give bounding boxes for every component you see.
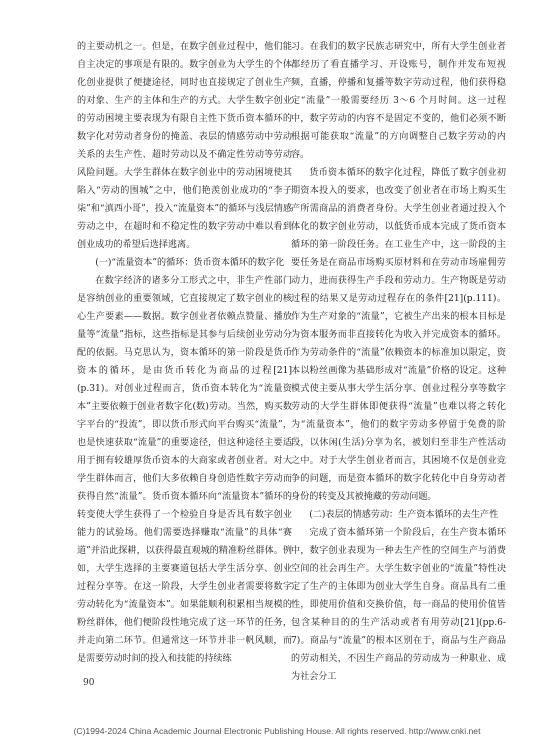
section-heading: (二)表层的情感劳动：生产资本循环的去生产性 (309, 510, 499, 520)
body-paragraph: 的主要动机之一。但是，在数字创业过程中，他们能自主决定的事项是有限的。数字创业为大学生的个体化创业提供了便捷途径，同时也直接规定了创业生产的对象、生产的主体和生产的方式。大学生数字创业的劳动困境主要表现为有限自主性下货币资本循环的数字化对劳动者身份的掩盖、表层的情感劳动中劳动关系的去生产性、超时劳动以及不确定性劳动等劳动风险问题。大学生群体在数字创业中的劳动困境使其陷入“劳动的围城”之中，他们艳羡创业成功的“李子柒”和“滇西小哥”，投入“流量资本”的循环与浅层情感劳动之中，在超时和不稳定性的数字劳动中难以看到创业成功的希望后选择逃离。 (77, 42, 292, 250)
copyright-footer: (C)1994-2024 China Academic Journal Electronic Publishing House. All rights reserved. http://www.cnki.net (73, 726, 481, 736)
body-paragraph: 完成了资本循环第一个阶段后，在生产资本循环中，数字创业表现为一种去生产性的空间生产与消费空间的社会再生产。大学生数字创业的“流量”特性决定了生产的主体即为创业大学生自身。商品具有二重性，即使用价值和交换价值，每一商品的使用价值皆包含某种目的的生产活动或者有用劳动[21](pp.6-7)。商品与“流量”的根本区别在于，商品与生产商品的劳动相关，不因生产商品的劳动成为一种职业、成为社会分工 (291, 528, 506, 682)
body-paragraph: 货币资本循环的数字化过程，降低了数字创业初期资本投入的要求，也改变了创业者在市场上购买生产所需商品的消费者身份。大学生创业者通过投入个体化的数字创业劳动，以低货币成本完成了货币资本循环的第一阶段任务。在工业生产中，这一阶段的主要任务是在商品市场购买原材料和在劳动市场雇佣劳动力，进而获得生产手段和劳动力。生产物既是劳动过程的结果又是劳动过程存在的条件[21](p.111)。作为生产对象的“流量”，它被生产出来的根本目标是为资本服务而非直接转化为收入并完成资本的循环。作为劳动条件的“流量”依赖资本的标准加以限定，资本以粉丝画像为基础形成对“流量”价格的设定。这种模式使主要从事大学生活分享、创业过程分享等数字劳动的大学生群体即便获得“流量”也难以将之转化为“流量资本”，他们的数字劳动多停留于免费的阶段，以休闲(生活)分享为名，被划归至非生产性活动之中。对于大学生创业者而言，其困境不仅是创业竞争的问题，而是资本循环的数字化转化中自身劳动者身份的转变及其被掩藏的劳动问题。 (291, 168, 506, 502)
section-heading: (一)“流量资本”的循环：货币资本循环的数字化 (95, 258, 285, 268)
right-column (291, 38, 506, 686)
page-number: 90 (83, 678, 95, 688)
left-column (77, 38, 292, 668)
body-paragraph: 习。在我们的数字民族志研究中，所有大学生创业者都经历了看直播学习、开设账号，制作并发布短视频，直播，停播和复播等数字劳动过程，他们获得稳定“流量”一般需要经历 3～6 个月时间。这一过程中，数字劳动的内容不是固定不变的，他们必须不断根据可能获取“流量”的方向调整自己数字劳动的内容。 (291, 42, 506, 160)
body-paragraph: 在数字经济的诸多分工形式之中，非生产性部门是容纳创业的重要领域，它直接规定了数字创业的核心生产要素——数据。数字创业者依赖点赞量、播放量等“流量”指标，这些指标是其参与后续创业劳动分配的依据。马克思认为，资本循环的第一阶段是货币资本的循环，是由货币转化为商品的过程[21](p.31)。对创业过程而言，货币资本转化为“流量资本”主要依赖于创业者数字化(数)劳动。当然，购买数字平台的“投流”，即以货币形式向平台购买“流量”，也是快速获取“流量”的重要途径，但这种途径主要适用于拥有较雄厚货币资本的大商家或者创业者。对大学生群体而言，他们大多依赖自身创造性数字劳动而获得自然“流量”。货币资本循环向“流量资本”循环的转变使大学生获得了一个检验自身是否具有数字创业能力的试验场。他们需要选择赚取“流量”的具体“赛道”并沿此探耕，以获得最直观城的精准粉丝群体。例如，大学生选择的主要赛道包括大学生活分享、创业过程分享等。在这一阶段，大学生创业者需要将数字劳动转化为“流量资本”。如果能顺利积累相当规模的粉丝群体，他们便阶段性地完成了这一环节的任务，并走向第二环节。但通常这一环节并非一帆风顺，而是需要劳动时间的投入和技能的持续练 (77, 276, 292, 664)
